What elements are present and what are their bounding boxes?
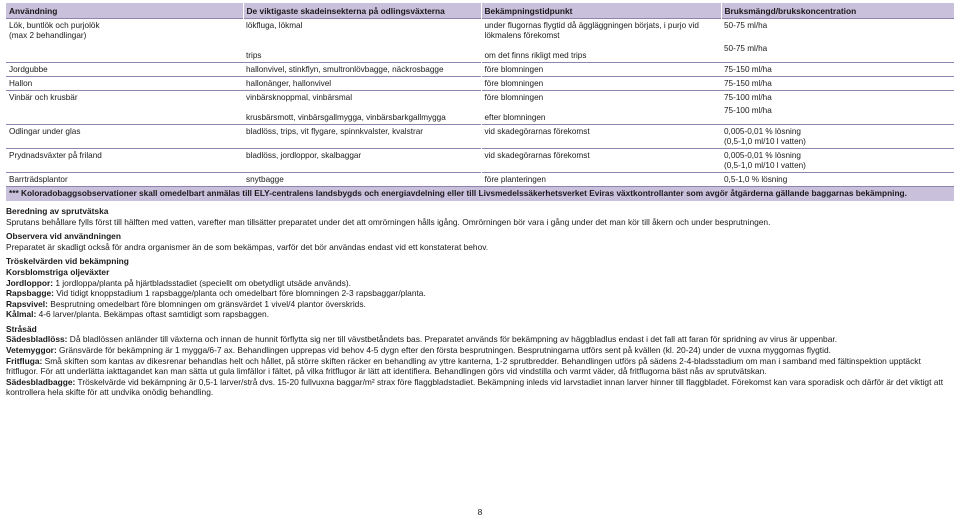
fritfluga-text: Små skiften som kantas av dikesrenar behandlas helt och hållet, på större skiften räcker en behandling av yttre kanterna, 1-2 sprutbredder. Behandlingen utförs på sädens 2-4-bladsstadium om man i samband med fältinspektion upptäckt fritflugor. För att underlätta iakttagandet kan man sätta ut gula limfällor i fältet, på vilka fritflugor är lätt att identifiera. Behandlingen görs vid vindstilla och varmt väder, då fritflugorna bäst nås av sprutvätskan. — [6, 355, 921, 377]
cell-bruksmangd: 50-75 ml/ha — [721, 19, 954, 43]
cell-anvandning: Barrträdsplantor — [6, 173, 243, 187]
cell-bruksmangd: 0,005-0,01 % lösning (0,5-1,0 ml/10 l vatten) — [721, 125, 954, 149]
cell-anvandning: Hallon — [6, 77, 243, 91]
cell-anvandning: Prydnadsväxter på friland — [6, 149, 243, 173]
sadesbladloss-label: Sädesbladlöss: — [6, 334, 68, 345]
cell-anvandning: Jordgubbe — [6, 63, 243, 77]
cell-anvandning: Odlingar under glas — [6, 125, 243, 149]
cell-tidpunkt: vid skadegörarnas förekomst — [481, 149, 721, 173]
table-header-row — [6, 3, 954, 19]
cell-bruksmangd: 0,005-0,01 % lösning (0,5-1,0 ml/10 l vatten) — [721, 149, 954, 173]
sadesbagge-text: Tröskelvärde vid bekämpning är 0,5-1 larver/strå dvs. 15-20 fullvuxna baggar/m² strax före flaggbladstadiet. Bekämpning inleds vid larvstadiet innan larver hinner till flaggbladet. Förekomst kan vara sporadisk och därför är det viktigt att kontrollera hela skifte för att undvika onödig behandling. — [6, 376, 944, 398]
cell-bruksmangd: 75-150 ml/ha — [721, 77, 954, 91]
cell-bruksmangd: 75-150 ml/ha — [721, 63, 954, 77]
page-number: 8 — [477, 507, 483, 517]
cell-anvandning: Vinbär och krusbär — [6, 91, 243, 105]
troskel-heading: Tröskelvärden vid bekämpning — [6, 256, 129, 267]
sadesbagge-label: Sädesbladbagge: — [6, 376, 76, 387]
pesticide-table — [6, 3, 954, 186]
kalmal-label: Kålmal: — [6, 309, 37, 320]
colorado-beetle-notice: *** Koloradobaggsobservationer skall omedelbart anmälas till ELY-centralens landsbygds och energiavdelning eller till Livsmedelssäkerhetsverket Eviras växtkontrollanter som avgör åtgärderna gällande baggarnas bekämpning. — [6, 186, 954, 201]
rapsvivel-label: Rapsvivel: — [6, 298, 48, 309]
table-row — [6, 63, 954, 77]
table-body — [6, 19, 954, 187]
table-row — [6, 125, 954, 149]
table-row — [6, 149, 954, 173]
cell-skadeinsekter: hallonvivel, stinkflyn, smultronlövbagge, näckrosbagge — [243, 63, 481, 77]
vetemygg-line — [6, 345, 954, 356]
cell-tidpunkt: före blomningen — [481, 91, 721, 105]
jordloppor-line — [6, 278, 954, 289]
fritfluga-label: Fritfluga: — [6, 355, 43, 366]
rapsvivel-line — [6, 299, 954, 310]
cell-anvandning — [6, 42, 243, 63]
table-row — [6, 104, 954, 125]
instructions-text — [6, 201, 954, 398]
jordloppor-text: 1 jordloppa/planta på hjärtbladsstadiet (speciellt om obetydligt utsäde används). — [53, 277, 351, 288]
table-row — [6, 173, 954, 187]
rapsvivel-text: Besprutning omedelbart före blomningen om gränsvärdet 1 vivel/4 plantor överskrids. — [47, 298, 366, 309]
cell-bruksmangd: 75-100 ml/ha — [724, 106, 772, 116]
jordloppor-label: Jordloppor: — [6, 277, 53, 288]
strasad-heading: Stråsäd — [6, 323, 37, 334]
sadesbagge-line — [6, 377, 954, 398]
cell-tidpunkt: före blomningen — [481, 63, 721, 77]
cell-skadeinsekter: bladlöss, trips, vit flygare, spinnkvalster, kvalstrar — [243, 125, 481, 149]
cell-tidpunkt: före blomningen — [481, 77, 721, 91]
cell-skadeinsekter: vinbärsknoppmal, vinbärsmal — [243, 91, 481, 105]
kalmal-text: 4-6 larver/planta. Bekämpas oftast samtidigt som rapsbaggen. — [36, 309, 270, 320]
cell-tidpunkt: om det finns rikligt med trips — [484, 51, 587, 61]
cell-bruksmangd: 50-75 ml/ha — [724, 44, 768, 54]
cell-skadeinsekter: krusbärsmott, vinbärsgallmygga, vinbärsbarkgallmygga — [243, 104, 481, 125]
kalmal-line — [6, 309, 954, 320]
header-skadeinsekter: De viktigaste skadeinsekterna på odlingsväxterna — [243, 3, 481, 19]
table-row — [6, 77, 954, 91]
cell-tidpunkt: efter blomningen — [484, 113, 546, 123]
table-row — [6, 19, 954, 43]
header-tidpunkt: Bekämpningstidpunkt — [481, 3, 721, 19]
cell-skadeinsekter: bladlöss, jordloppor, skalbaggar — [243, 149, 481, 173]
cell-bruksmangd: 75-100 ml/ha — [721, 91, 954, 105]
cell-bruksmangd: 0,5-1,0 % lösning — [721, 173, 954, 187]
beredning-heading: Beredning av sprutvätska — [6, 206, 109, 217]
cell-skadeinsekter: hallonänger, hallonvivel — [243, 77, 481, 91]
cell-tidpunkt: före planteringen — [481, 173, 721, 187]
header-bruksmangd: Bruksmängd/brukskoncentration — [721, 3, 954, 19]
cell-skadeinsekter: trips — [243, 42, 481, 63]
header-anvandning: Användning — [6, 3, 243, 19]
observera-paragraph: Preparatet är skadligt också för andra organismer än de som bekämpas, varför det bör användas endast vid ett konstaterat behov. — [6, 241, 489, 252]
vetemygg-text: Gränsvärde för bekämpning är 1 mygga/6-7 ax. Behandlingen upprepas vid behov 4-5 dygn efter den första besprutningen. Besprutningarna utförs sent på kvällen (kl. 20-24) under de vuxna myggornas flygtid. — [56, 344, 831, 355]
cell-anvandning — [6, 104, 243, 125]
cell-skadeinsekter: lökfluga, lökmal — [243, 19, 481, 43]
cell-skadeinsekter: snytbagge — [243, 173, 481, 187]
cell-tidpunkt: vid skadegörarnas förekomst — [481, 125, 721, 149]
table-row — [6, 42, 954, 63]
fritfluga-line — [6, 356, 954, 377]
rapsbagge-line — [6, 288, 954, 299]
sadesbladloss-line — [6, 334, 954, 345]
cell-anvandning: Lök, buntlök och purjolök (max 2 behandlingar) — [6, 19, 243, 43]
sadesbladloss-text: Då bladlössen anländer till växterna och innan de hunnit förflytta sig ner till vävstbetåndets bas. Preparatet används för bekämpning av häggbladlus endast i det fall att faran för spridning av virus är uppenbar. — [67, 334, 838, 345]
beredning-paragraph: Sprutans behållare fylls först till hälften med vatten, varefter man tillsätter preparatet under det att omrörningen hålls igång. Omrörningen bör vara i gång under det man kör till åkern och under besprutningen. — [6, 216, 771, 227]
observera-heading: Observera vid användningen — [6, 231, 121, 242]
rapsbagge-label: Rapsbagge: — [6, 288, 54, 299]
cell-tidpunkt: under flugornas flygtid då äggläggningen börjats, i purjo vid lökmalens förekomst — [481, 19, 721, 43]
rapsbagge-text: Vid tidigt knoppstadium 1 rapsbagge/planta och omedelbart före blomningen 2-3 rapsbaggar/planta. — [53, 288, 426, 299]
korsblom-heading: Korsblomstriga oljeväxter — [6, 266, 110, 277]
vetemygg-label: Vetemyggor: — [6, 344, 57, 355]
table-row — [6, 91, 954, 105]
